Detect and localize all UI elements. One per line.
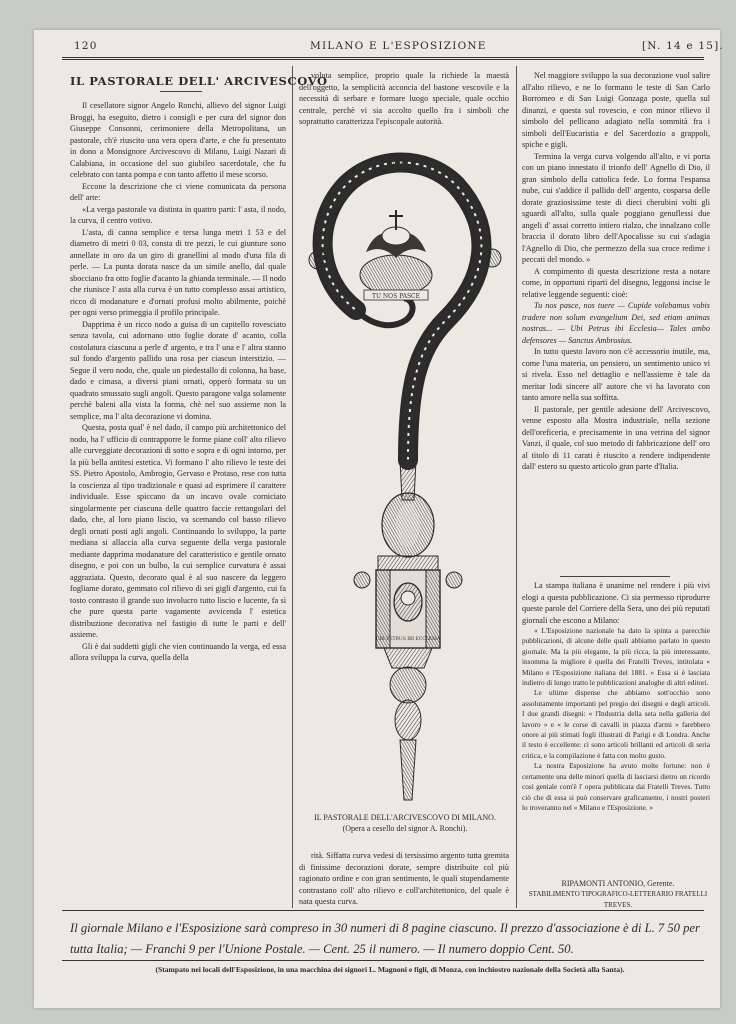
editor-signature: RIPAMONTI ANTONIO, Gerente. xyxy=(561,879,675,888)
issue-number: [N. 14 e 15]. xyxy=(642,40,724,52)
article-column-2-bottom xyxy=(299,850,509,906)
paragraph: La nostra Esposizione ha avuto molte fortune: non è certamente una delle minori quella di lasciarsi dietro un ricordo così geniale com'è l' opera pubblicata dai Fratelli Treves. Tutto ciò che di essa si può conservare graficamente, i nostri posteri lo troveranno nel « Milano e l'Esposizione. » xyxy=(522,761,710,812)
node-inscription: UBI PETRUS IBI ECCLESIA xyxy=(375,637,441,642)
paragraph: A compimento di questa descrizione resta a notare come, in opportuni riparti del disegno, leggonsi incise le relative leggende seguenti: cioè: xyxy=(522,266,710,299)
article-column-3 xyxy=(522,70,710,574)
press-notice-column xyxy=(522,580,710,870)
article-column-2-top xyxy=(299,70,509,130)
press-quote xyxy=(522,626,710,813)
caption-credit: (Opera a cesello del signor A. Ronchi). xyxy=(342,824,468,833)
paragraph: L'asta, di canna semplice e tersa lunga metri 1 53 e del diametro di metri 0 03, consta di tre pezzi, le cui giunture sono annellate in oro da un giro di granellini al modo d'una fila di perle. — La punta dorata nasce da un simile anello, dal quale sbocciano fra otto foglie d'acanto la ghianda terminale. — Il nodo che riunisce l' asta alla curva è un tutto complesso assai artistico, ricco di modanature e d'ornati profusi molto abilmente, poichè per ogni verso primeggia il profilo principale. xyxy=(70,227,286,317)
article-title: IL PASTORALE DELL' ARCIVESCOVO xyxy=(70,74,328,88)
paragraph: voluta semplice, proprio quale la richiede la maestà dell'oggetto, la semplicità acconcia del bastone vescovile e la necessità di serbare e formare luogo speciale, quale occhio centrale, perchè vi sia accolto quello fra i simboli che soprattutto caratterizza l'episcopale autorità. xyxy=(299,71,509,126)
paragraph: « L'Esposizione nazionale ha dato la spinta a parecchie pubblicazioni, di alcune delle quali abbiamo parlato in questo giornale. Ma la più elegante, la più ricca, la più interessante, insomma la migliore è quella dei Fratelli Treves, intitolata « Milano e l'Esposizione italiana del 1881. » Essa si è lasciata indietro di lungo tratto le pubblicazioni analoghe di altri editori. xyxy=(522,626,710,688)
paragraph: Il pastorale, per gentile adesione dell' Arcivescovo, venne esposto alla Mostra industriale, nella sezione dell'oreficeria, e precisamente in una vetrina del signor Vanzi, il quale, col suo metodo di fabbricazione dell' oro al titolo di 11 carati è riuscito a rendere indipendente dall' estero su questo articolo gran parte d'Italia. xyxy=(522,404,710,471)
banner-inscription: TU NOS PASCE xyxy=(371,293,421,300)
signature-block xyxy=(528,878,708,911)
journal-title: MILANO E L'ESPOSIZIONE xyxy=(310,40,487,52)
paragraph: Questa, posta qual' è nel dado, il campo più architettonico del nodo, ha l' ufficio di contrapporre le forme piane coll' alto rilievo alle curveggiate decorazioni di sotto e sopra e di ogni intorno, per la più bella antitesi estetica. Vi formano l' alto rilievo le teste dei SS. Pietro Apostolo, Ambrogio, Gervaso e Protaso, rese con tutta la coscienza al tipo tradizionale e quasi ad esprimere il carattere individuale. Esse spiccano da un incavo ovale corniciato singolarmente per ciascuna delle quattro faccie rettangolari del dado, che, al loro piano liscio, va scemando col basso rilievo degli ornati posti agli angoli. Continuando lo sviluppo, la parte mediana si allaccia alla curva seguente della verga pastorale mediante dapprima modanature del caratteristico e gentile ornato disegno, e poi con un bulbo, la cui semplice curvatura è assai aggraziata. Questo, decorato qual è al suo nascere da leggero fogliame dorato, gemmato col rilievo di sei gigli d'argento, cui fa tosto contrasto il grande suo involucro tutto liscio e lucente, fa sì che pure questa parte vagamente avvicenda l' estetica distribuzione decorativa nel fastigio di tutte le parti e dell' assieme. xyxy=(70,423,286,639)
paragraph: Dapprima è un ricco nodo a guisa di un capitello rovesciato senza tavola, cui adornano otto foglie dorate d' acanto, colla costolatura ciascuna a perle d' argento, e tra l' una e l' altra stanno sul fondo d'argento pallido una rosa per ciascun interstizio. — Segue il vero nodo, che, quale un piedestallo di colonna, ha base, dado e cimasa, a diversi piani ornati, opperò formata su un quadrato smussato sugli angoli. Questo paragone valga solamente perchè baleni alla vista la forma, chè nel suo assieme non la semplice, ma l' alta decorazione vi domina. xyxy=(70,319,286,421)
paragraph: In tutto questo lavoro non c'è accessorio inutile, ma, come l'una materia, un pensiero, un sentimento unico vi si rivela. Esso nel dettaglio e nell'assieme è tale da meritar lodi sincere all' autore che vi ha lavorato con tanto amore nella sua soffitta. xyxy=(522,347,710,402)
paragraph: Nel maggiore sviluppo la sua decorazione vuol salire all'alto rilievo, e ne lo formano le teste di San Carlo Borromeo e di San Luigi Gonzaga poste, quella sul dinanzi, e questa sul rovescio, e con minor rilievo il simbolo del pellicano adagiato nella sommità fra i simboli dell'Eucaristia e del Sacerdozio a grappoli, spiche e gigli. xyxy=(522,71,710,149)
paragraph: Eccone la descrizione che ci viene comunicata da persona dell' arte: xyxy=(70,181,286,202)
page-number: 120 xyxy=(74,40,98,52)
caption-title: IL PASTORALE DELL'ARCIVESCOVO DI MILANO. xyxy=(314,813,496,822)
crosier-illustration xyxy=(296,140,516,805)
column-divider-right xyxy=(516,66,517,908)
footer-rule-top xyxy=(62,910,704,911)
printer-credit: STABILIMENTO TIPOGRAFICO-LETTERARIO FRATELLI TREVES. xyxy=(528,890,708,909)
paragraph: Il cesellatore signor Angelo Ronchi, allievo del signor Luigi Broggi, ha eseguito, dietro i consigli e per cura del signor don Giuseppe Consonni, cerimoniere della Metropolitana, un pastorale, ch'è riuscito una vera opera d'arte, e che fu presentato in dono a Monsignore Arcivescovo di Milano, Luigi Nazari di Calabiana, in occasione del suo giubileo sacerdotale, che fu celebrato con tanta pompa e con tanto affetto il mese scorso. xyxy=(70,101,286,179)
paragraph: Termina la verga curva volgendo all'alto, e vi porta con un piano innestato il trionfo dell' Agnello di Dio, il gran simbolo della cattolica fede. Lo forma l'espansa nube, cui s'addice il pallido dell' argento, cosparsa delle dorate graziosissime teste di dieci cherubini volti gli sguardi all'alto, sulla quale poggiano genuflessi due angeli d' assai corretto intiero rialzo, che innalzano colle braccia il dorato libro dell'Apocalisse su cui s'adagia l'Agnello di Dio, che permezzo della sua croce redime i peccati del mondo. » xyxy=(522,151,710,264)
header-rule-thin xyxy=(62,59,704,60)
section-divider xyxy=(560,576,670,577)
paragraph: Gli è dai suddetti gigli che vien continuando la verga, ed essa allora sviluppa la curva, quella della xyxy=(70,641,286,662)
header-rule xyxy=(62,57,704,58)
paragraph: Tu nos pasce, nos tuere — Cupide volebamus vobis tradere non solum evangelium Dei, sed etiam animas nostras... — Ubi Petrus ibi Ecclesia— Tales ambo defensores — Sanctus Ambrosius. xyxy=(522,301,710,345)
subscription-notice: Il giornale Milano e l'Esposizione sarà compreso in 30 numeri di 8 pagine ciascuno. Il prezzo d'associazione è di L. 7 50 per tutta Italia; — Franchi 9 per l'Unione Postale. — Cent. 25 il numero. — Il numero doppio Cent. 50. xyxy=(70,921,700,956)
paragraph: Le ultime dispense che abbiamo sott'occhio sono assolutamente importanti pel pregio dei disegni e degli articoli. I due grandi disegni: « l'Industria della seta nella galleria del lavoro » e « le corse di cavalli in piazza d'armi » farebbero onore ai più stimati fogli illustrati di Parigi e di Londra. Anche il testo è eccellente: ci sono articoli brillanti ed articoli di seria critica, e la compilazione è fatta con molto gusto. xyxy=(522,688,710,760)
article-column-1 xyxy=(70,100,286,896)
printing-notice: (Stampato nei locali dell'Esposizione, in una macchina dei signori L. Magnoni e figli, di Monza, con inchiostro nazionale della Società alla Santa). xyxy=(155,965,625,974)
paragraph: La stampa italiana è unanime nel rendere i più vivi elogi a questa pubblicazione. Ci sia permesso riprodurre queste parole del Corriere della Sera, uno dei più reputati giornali che escono a Milano: xyxy=(522,581,710,625)
illustration-caption xyxy=(297,812,513,834)
title-ornament xyxy=(160,91,202,92)
paragraph: «La verga pastorale va distinta in quattro parti: l' asta, il nodo, la curva, il centro votivo. xyxy=(70,204,286,225)
footer-rule-middle xyxy=(62,960,704,961)
paragraph: rità. Siffatta curva vedesi di tersissimo argento tutta gremita di finissime decorazioni dorate, sempre distribuite col più ragionato ordine e con gran sentimento, le quali stupendamente contrastano coll' alto rilievo e coll'architettonico, del quale è nata questa curva. xyxy=(299,851,509,906)
column-divider-left xyxy=(292,66,293,908)
